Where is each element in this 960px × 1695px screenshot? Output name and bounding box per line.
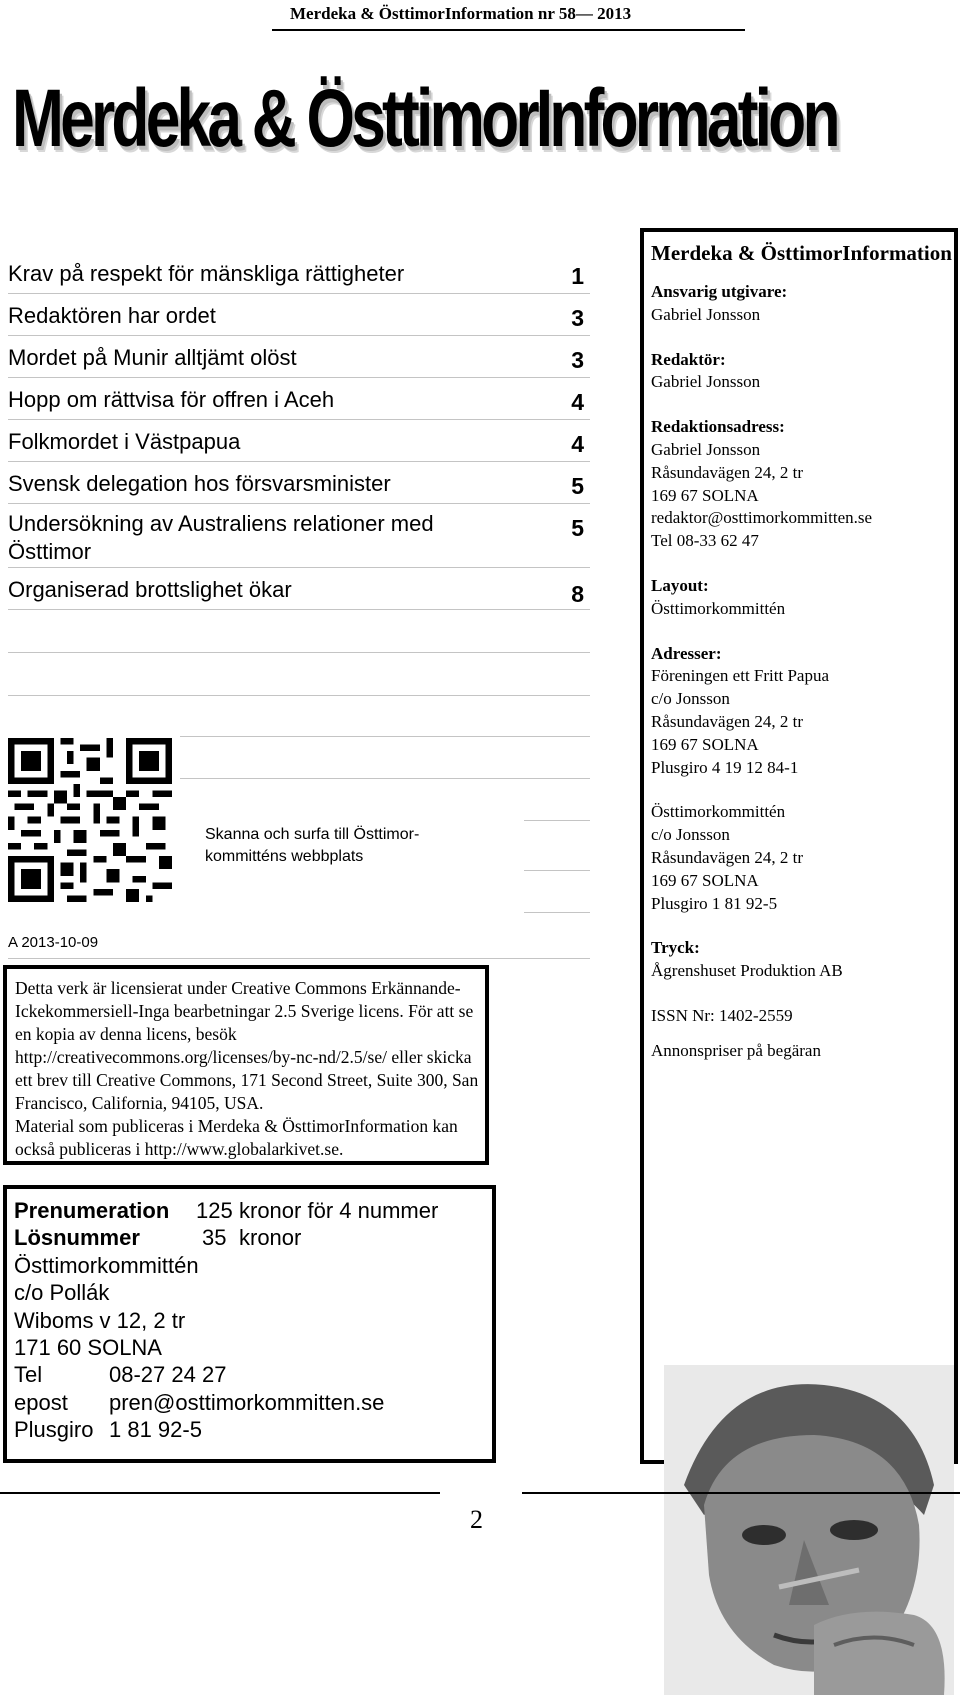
colophon-box [640,228,958,1464]
annonspriser: Annonspriser på begäran [651,1040,821,1060]
adress-name: Gabriel Jonsson [651,439,761,459]
plusgiro-label: Plusgiro [14,1417,94,1443]
toc-row[interactable] [8,252,590,294]
footer-rule [522,1492,960,1494]
toc-empty-row [8,653,590,696]
email-row [14,1389,492,1416]
org-line: Östtimorkommittén [14,1252,199,1278]
toc-page: 8 [571,581,584,607]
adress-label: Redaktionsadress: [651,417,785,437]
a2-plusgiro: Plusgiro 1 81 92-5 [651,893,778,913]
adress-email[interactable]: redaktor@osttimorkommitten.se [651,508,873,528]
layout-value: Östtimorkommittén [651,598,786,618]
date-label: A 2013-10-09 [8,934,99,951]
plusgiro-value: 1 81 92-5 [109,1417,202,1443]
tel-label: Tel [14,1362,43,1388]
toc-page: 3 [571,305,584,331]
prenumeration-label: Prenumeration [14,1198,170,1223]
layout-label: Layout: [651,575,709,595]
adress-tel: Tel 08-33 62 47 [651,531,759,551]
prenumeration-price: 125 [196,1198,233,1223]
header-rule [272,29,745,31]
divider [524,912,590,913]
a1-street: Råsundavägen 24, 2 tr [651,711,804,731]
toc-page: 4 [571,389,584,415]
toc-row[interactable] [8,294,590,336]
toc-title: Hopp om rättvisa för offren i Aceh [8,387,335,412]
divider [524,870,590,871]
subscription-row [14,1224,492,1251]
masthead-title: Merdeka & ÖsttimorInformation [12,73,837,164]
divider [524,820,590,821]
portrait-photo [664,1365,954,1695]
toc-page: 5 [571,473,584,499]
subscription-row [14,1197,492,1224]
email-link[interactable]: pren@osttimorkommitten.se [109,1389,385,1415]
co-line: c/o Pollák [14,1280,110,1306]
license-text: Detta verk är licensierat under Creative Commons Erkännande-Ickekommersiell-Inga bearbetningar 2.5 Sverige licens. För att se en kopia av denna licens, besök http://creativecommons.org/licenses/by-nc-nd/2.5/se/ eller skicka ett brev till Creative Commons, 171 Second Street, Suite 300, San Francisco, California, 94105, USA. [15,978,479,1113]
subscription-box [3,1185,496,1463]
issn: ISSN Nr: 1402-2559 [651,1005,793,1025]
divider [180,778,590,779]
toc-page: 1 [571,263,584,289]
a1-name: Föreningen ett Fritt Papua [651,666,830,686]
adress-city: 169 67 SOLNA [651,485,759,505]
utgivare-label: Ansvarig utgivare: [651,282,788,301]
toc-row[interactable] [8,568,590,610]
tel-value: 08-27 24 27 [109,1362,227,1388]
license-text-2: Material som publiceras i Merdeka & ÖsttimorInformation kan också publiceras i http://www.globalarkivet.se. [15,1116,458,1159]
city-line: 171 60 SOLNA [14,1334,162,1360]
masthead [0,73,960,168]
toc-page: 5 [571,515,584,541]
toc-title: Folkmordet i Västpapua [8,429,241,454]
toc-empty-row [8,610,590,653]
table-of-contents [8,252,590,696]
toc-page: 4 [571,431,584,457]
losnummer-desc: kronor [239,1225,302,1251]
toc-row[interactable] [8,504,590,568]
tryck-value: Ågrenshuset Produktion AB [651,961,843,981]
redaktor-value: Gabriel Jonsson [651,372,761,392]
page-number: 2 [470,1505,483,1534]
street-line: Wiboms v 12, 2 tr [14,1307,186,1333]
a2-co: c/o Jonsson [651,825,730,845]
losnummer-label: Lösnummer [14,1225,140,1251]
toc-title: Undersökning av Australiens relationer med Östtimor [8,511,434,564]
toc-title: Organiserad brottslighet ökar [8,577,292,602]
qr-code-icon[interactable] [8,738,172,902]
adress-street: Råsundavägen 24, 2 tr [651,462,804,482]
utgivare-value: Gabriel Jonsson [651,304,761,324]
a2-street: Råsundavägen 24, 2 tr [651,847,804,867]
toc-row[interactable] [8,378,590,420]
prenumeration-desc: kronor för 4 nummer [239,1198,439,1223]
adresser-label: Adresser: [651,643,722,663]
plusgiro-row [14,1416,492,1443]
toc-title: Svensk delegation hos försvarsminister [8,471,391,496]
toc-row[interactable] [8,462,590,504]
a1-plusgiro: Plusgiro 4 19 12 84-1 [651,757,799,777]
tryck-label: Tryck: [651,938,700,958]
colophon-title: Merdeka & ÖsttimorInformation [651,241,952,265]
redaktor-label: Redaktör: [651,349,726,369]
divider [8,958,590,959]
divider [180,736,590,737]
running-header: Merdeka & ÖsttimorInformation nr 58— 2013 [290,4,632,23]
toc-row[interactable] [8,420,590,462]
license-box [3,965,489,1165]
email-label: epost [14,1389,68,1415]
a2-name: Östtimorkommittén [651,802,786,822]
toc-row[interactable] [8,336,590,378]
toc-title: Krav på respekt för mänskliga rättigheter [8,261,405,286]
toc-title: Mordet på Munir alltjämt olöst [8,345,297,370]
qr-caption: Skanna och surfa till Östtimor-kommitténs webbplats [205,826,420,865]
a2-city: 169 67 SOLNA [651,870,759,890]
a1-co: c/o Jonsson [651,689,730,709]
tel-row [14,1361,492,1388]
toc-page: 3 [571,347,584,373]
losnummer-price: 35 [202,1225,227,1251]
footer-rule [0,1492,440,1494]
a1-city: 169 67 SOLNA [651,734,759,754]
toc-title: Redaktören har ordet [8,303,216,328]
